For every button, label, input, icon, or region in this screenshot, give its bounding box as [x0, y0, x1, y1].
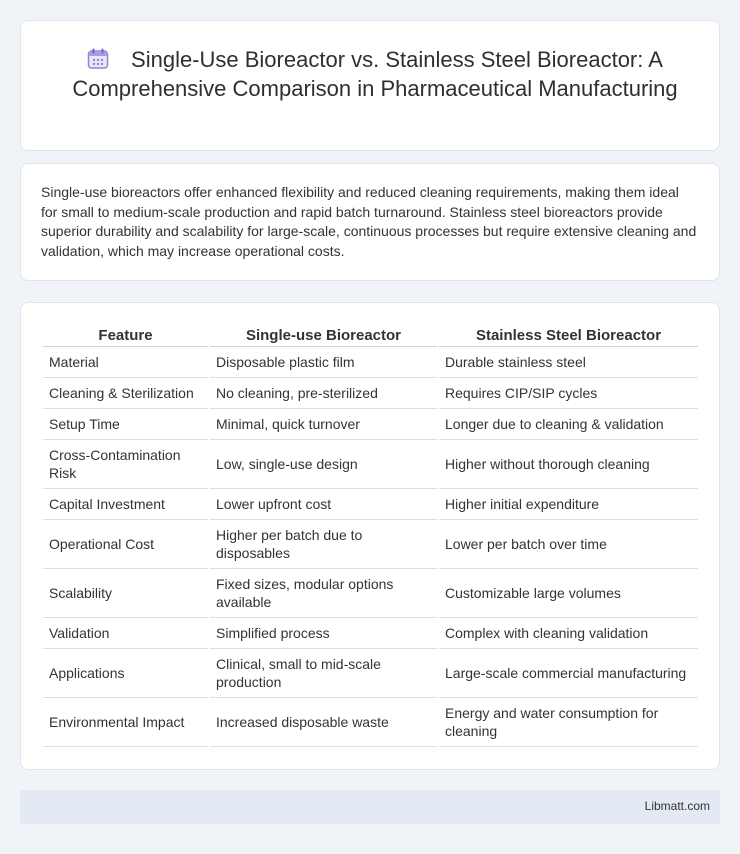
stainless-steel-cell: Complex with cleaning validation: [439, 618, 698, 649]
feature-cell: Cross-Contamination Risk: [43, 440, 208, 489]
table-row: [43, 569, 698, 618]
page-title: [61, 45, 689, 103]
table-row: [43, 520, 698, 569]
feature-cell: Material: [43, 347, 208, 378]
stainless-steel-cell: Longer due to cleaning & validation: [439, 409, 698, 440]
header-single-use: Single-use Bioreactor: [210, 325, 437, 347]
single-use-cell: Increased disposable waste: [210, 698, 437, 747]
table-row: [43, 440, 698, 489]
single-use-cell: Low, single-use design: [210, 440, 437, 489]
summary-paragraph: Single-use bioreactors offer enhanced flexibility and reduced cleaning requirements, making them ideal for small to medium-scale production and rapid batch turnaround. Stainless steel bioreactors provide superior durability and scalability for large-scale, continuous processes but require extensive cleaning and validation, which may increase operational costs.: [41, 184, 697, 259]
stainless-steel-cell: Higher without thorough cleaning: [439, 440, 698, 489]
stainless-steel-cell: Requires CIP/SIP cycles: [439, 378, 698, 409]
page-title-text: Single-Use Bioreactor vs. Stainless Steel Bioreactor: A Comprehensive Comparison in Pharmaceutical Manufacturing: [72, 47, 678, 101]
table-row: [43, 489, 698, 520]
single-use-cell: Higher per batch due to disposables: [210, 520, 437, 569]
stainless-steel-cell: Energy and water consumption for cleaning: [439, 698, 698, 747]
table-row: [43, 409, 698, 440]
comparison-table: [41, 325, 700, 747]
stainless-steel-cell: Durable stainless steel: [439, 347, 698, 378]
single-use-cell: Fixed sizes, modular options available: [210, 569, 437, 618]
summary-card: [20, 163, 720, 281]
comparison-card: [20, 302, 720, 770]
footer-bar: [20, 790, 720, 824]
feature-cell: Operational Cost: [43, 520, 208, 569]
table-row: [43, 347, 698, 378]
feature-cell: Applications: [43, 649, 208, 698]
feature-cell: Validation: [43, 618, 208, 649]
footer-site-link[interactable]: Libmatt.com: [644, 799, 710, 813]
title-card: [20, 20, 720, 151]
stainless-steel-cell: Large-scale commercial manufacturing: [439, 649, 698, 698]
feature-cell: Scalability: [43, 569, 208, 618]
table-row: [43, 618, 698, 649]
single-use-cell: Clinical, small to mid-scale production: [210, 649, 437, 698]
table-row: [43, 698, 698, 747]
feature-cell: Capital Investment: [43, 489, 208, 520]
stainless-steel-cell: Lower per batch over time: [439, 520, 698, 569]
stainless-steel-cell: Customizable large volumes: [439, 569, 698, 618]
feature-cell: Cleaning & Sterilization: [43, 378, 208, 409]
header-stainless-steel: Stainless Steel Bioreactor: [439, 325, 698, 347]
table-row: [43, 649, 698, 698]
feature-cell: Setup Time: [43, 409, 208, 440]
header-feature: Feature: [43, 325, 208, 347]
single-use-cell: Disposable plastic film: [210, 347, 437, 378]
single-use-cell: No cleaning, pre-sterilized: [210, 378, 437, 409]
stainless-steel-cell: Higher initial expenditure: [439, 489, 698, 520]
feature-cell: Environmental Impact: [43, 698, 208, 747]
table-header-row: [43, 325, 698, 347]
single-use-cell: Minimal, quick turnover: [210, 409, 437, 440]
single-use-cell: Simplified process: [210, 618, 437, 649]
table-row: [43, 378, 698, 409]
calendar-icon: [87, 48, 109, 70]
single-use-cell: Lower upfront cost: [210, 489, 437, 520]
